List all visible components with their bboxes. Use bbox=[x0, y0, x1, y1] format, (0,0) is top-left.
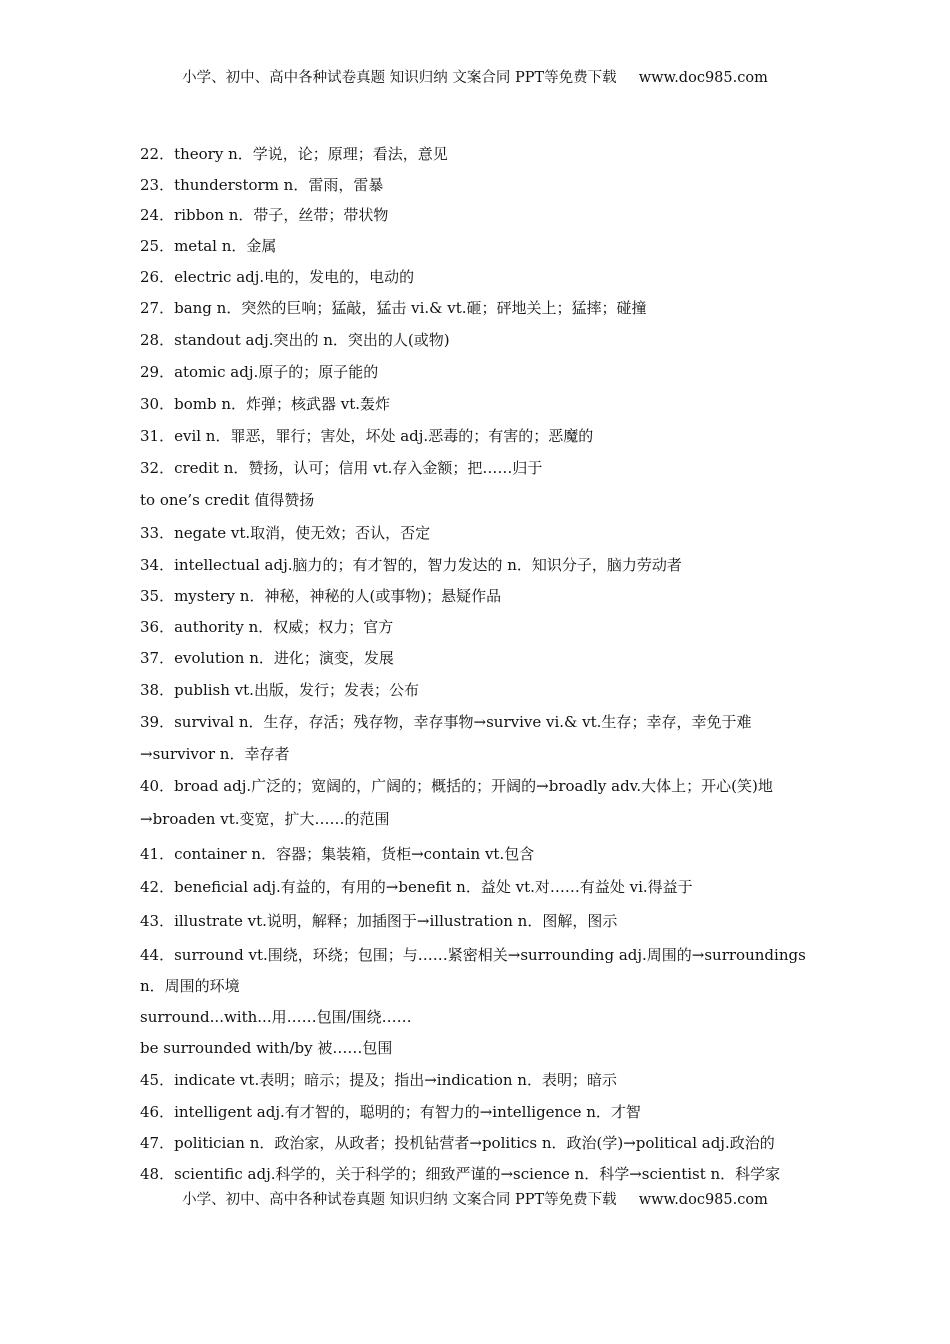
page-footer bbox=[0, 1190, 950, 1210]
header-text: 小学、初中、高中各种试卷真题 知识归纳 文案合同 PPT等免费下载 bbox=[182, 70, 617, 86]
vocab-entry: 42．beneficial adj.有益的，有用的→benefit n．益处 vt.对……有益处 vi.得益于 bbox=[140, 878, 693, 896]
vocab-entry: 46．intelligent adj.有才智的，聪明的；有智力的→intelligence n．才智 bbox=[140, 1103, 641, 1121]
vocab-entry: 24．ribbon n．带子，丝带；带状物 bbox=[140, 206, 389, 224]
footer-text: 小学、初中、高中各种试卷真题 知识归纳 文案合同 PPT等免费下载 bbox=[182, 1192, 617, 1208]
vocab-entry: 47．politician n．政治家，从政者；投机钻营者→politics n．政治(学)→political adj.政治的 bbox=[140, 1134, 775, 1152]
vocab-entry: 33．negate vt.取消，使无效；否认，否定 bbox=[140, 524, 431, 542]
phrase-entry: be surrounded with/by 被……包围 bbox=[140, 1039, 393, 1057]
header-url: www.doc985.com bbox=[638, 70, 768, 86]
vocab-entry-continued: →survivor n．幸存者 bbox=[140, 745, 290, 763]
vocab-entry: 40．broad adj.广泛的；宽阔的，广阔的；概括的；开阔的→broadly adv.大体上；开心(笑)地 bbox=[140, 777, 773, 795]
vocab-entry: 41．container n．容器；集装箱，货柜→contain vt.包含 bbox=[140, 845, 535, 863]
phrase-entry: to one’s credit 值得赞扬 bbox=[140, 491, 315, 509]
vocab-entry: 23．thunderstorm n．雷雨，雷暴 bbox=[140, 176, 384, 194]
vocab-entry: 38．publish vt.出版，发行；发表；公布 bbox=[140, 681, 419, 699]
vocab-entry: 28．standout adj.突出的 n．突出的人(或物) bbox=[140, 331, 450, 349]
vocab-entry: 26．electric adj.电的，发电的，电动的 bbox=[140, 268, 415, 286]
vocab-entry: 45．indicate vt.表明；暗示；提及；指出→indication n．表明；暗示 bbox=[140, 1071, 617, 1089]
vocab-entry: 27．bang n．突然的巨响；猛敲，猛击 vi.& vt.砸；砰地关上；猛摔；碰撞 bbox=[140, 299, 647, 317]
vocab-entry: 34．intellectual adj.脑力的；有才智的，智力发达的 n．知识分子，脑力劳动者 bbox=[140, 556, 682, 574]
vocab-entry: 36．authority n．权威；权力；官方 bbox=[140, 618, 394, 636]
vocab-entry: 37．evolution n．进化；演变，发展 bbox=[140, 649, 394, 667]
vocab-entry: 25．metal n．金属 bbox=[140, 237, 277, 255]
page-header bbox=[0, 68, 950, 88]
vocab-entry: 44．surround vt.围绕，环绕；包围；与……紧密相关→surrounding adj.周围的→surroundings bbox=[140, 946, 806, 964]
vocab-entry: 35．mystery n．神秘，神秘的人(或事物)；悬疑作品 bbox=[140, 587, 502, 605]
vocab-entry: 48．scientific adj.科学的，关于科学的；细致严谨的→science n．科学→scientist n．科学家 bbox=[140, 1165, 781, 1183]
vocab-entry: 30．bomb n．炸弹；核武器 vt.轰炸 bbox=[140, 395, 391, 413]
vocab-entry: 32．credit n．赞扬，认可；信用 vt.存入金额；把……归于 bbox=[140, 459, 543, 477]
vocab-entry: 31．evil n．罪恶，罪行；害处，坏处 adj.恶毒的；有害的；恶魔的 bbox=[140, 427, 594, 445]
phrase-entry: surround...with...用……包围/围绕…… bbox=[140, 1008, 412, 1026]
vocab-entry-continued: n．周围的环境 bbox=[140, 977, 240, 995]
vocab-entry: 22．theory n．学说，论；原理；看法，意见 bbox=[140, 145, 448, 163]
vocab-entry: 29．atomic adj.原子的；原子能的 bbox=[140, 363, 379, 381]
vocab-entry-continued: →broaden vt.变宽，扩大……的范围 bbox=[140, 810, 390, 828]
footer-url: www.doc985.com bbox=[638, 1192, 768, 1208]
vocab-entry: 43．illustrate vt.说明，解释；加插图于→illustration n．图解，图示 bbox=[140, 912, 618, 930]
vocab-entry: 39．survival n．生存，存活；残存物，幸存事物→survive vi.& vt.生存；幸存，幸免于难 bbox=[140, 713, 752, 731]
